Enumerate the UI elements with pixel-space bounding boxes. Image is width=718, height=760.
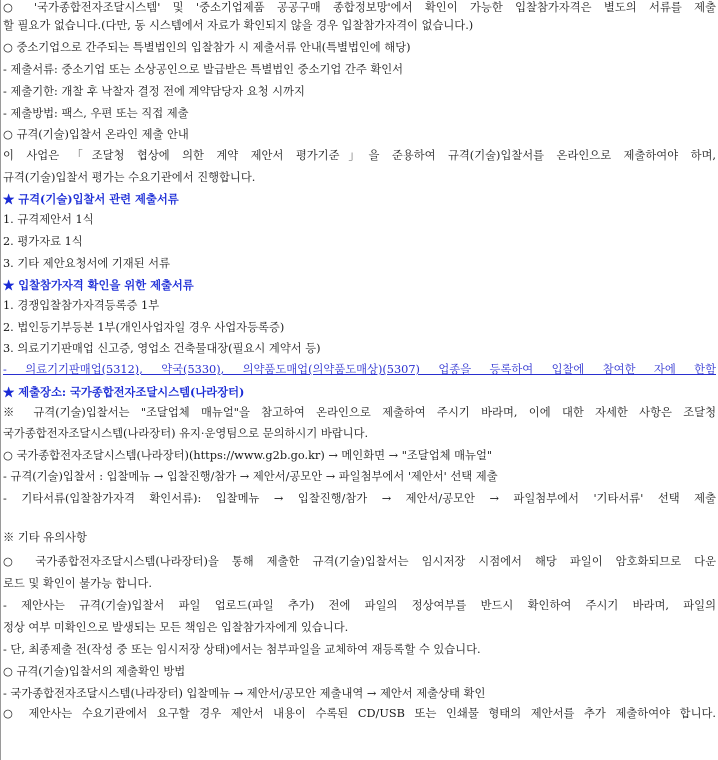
text-line: ○ 규격(기술)입찰서 온라인 제출 안내 bbox=[3, 128, 189, 141]
text-line: ※ 규격(기술)입찰서는 "조달업체 매뉴얼"을 참고하여 온라인으로 제출하여 주시기 바라며, 이에 대한 자세한 사항은 조달청 bbox=[3, 406, 716, 419]
text-line: ※ 기타 유의사항 bbox=[3, 531, 87, 544]
section-heading: ★ 입찰참가자격 확인을 위한 제출서류 bbox=[3, 278, 194, 292]
text-line: 2. 평가자료 1식 bbox=[3, 235, 83, 248]
text-line: 1. 규격제안서 1식 bbox=[3, 213, 94, 226]
text-line: 2. 법인등기부등본 1부(개인사업자일 경우 사업자등록증) bbox=[3, 321, 285, 334]
text-line: - 규격(기술)입찰서 : 입찰메뉴 → 입찰진행/참가 → 제안서/공모안 → 파일첨부에서 '제안서' 선택 제출 bbox=[3, 470, 498, 483]
text-line: - 단, 최종제출 전(작성 중 또는 임시저장 상태)에서는 첨부파일을 교체하여 재등록할 수 있습니다. bbox=[3, 643, 481, 656]
text-line: ○ 규격(기술)입찰서의 제출확인 방법 bbox=[3, 665, 186, 678]
text-line: - 제안사는 규격(기술)입찰서 파일 업로드(파일 추가) 전에 파일의 정상여부를 반드시 확인하여 주시기 바라며, 파일의 bbox=[3, 599, 716, 612]
business-type-link[interactable]: - 의료기기판매업(5312), 약국(5330), 의약품도매업(의약품도매상)(5307) 업종을 등록하여 입찰에 참여한 자에 한함 bbox=[3, 363, 716, 376]
text-line: 로드 및 확인이 불가능 합니다. bbox=[3, 577, 152, 590]
text-line: 할 필요가 없습니다.(다만, 동 시스템에서 자료가 확인되지 않을 경우 입찰참가자격이 없습니다.) bbox=[3, 19, 474, 32]
text-line: 3. 기타 제안요청서에 기재된 서류 bbox=[3, 257, 171, 270]
text-line: - 제출방법: 팩스, 우편 또는 직접 제출 bbox=[3, 107, 189, 120]
text-line: ○ 국가종합전자조달시스템(나라장터)(https://www.g2b.go.kr) → 메인화면 → "조달업체 매뉴얼" bbox=[3, 449, 493, 462]
text-line: 3. 의료기기판매업 신고증, 영업소 건축물대장(필요시 계약서 등) bbox=[3, 342, 321, 355]
text-line: ○ '국가종합전자조달시스템' 및 '중소기업제품 공공구매 종합정보망'에서 확인이 가능한 입찰참가자격은 별도의 서류를 제출 bbox=[3, 1, 716, 14]
text-line: ○ 제안사는 수요기관에서 요구할 경우 제안서 내용이 수록된 CD/USB 또는 인쇄물 형태의 제안서를 추가 제출하여야 합니다. bbox=[3, 707, 716, 720]
text-line: ○ 국가종합전자조달시스템(나라장터)을 통해 제출한 규격(기술)입찰서는 임시저장 시점에서 해당 파일이 암호화되므로 다운 bbox=[3, 555, 716, 568]
text-line: 국가종합전자조달시스템(나라장터) 유지·운영팀으로 문의하시기 바랍니다. bbox=[3, 427, 369, 440]
section-heading: ★ 제출장소: 국가종합전자조달시스템(나라장터) bbox=[3, 385, 245, 399]
text-line: ○ 중소기업으로 간주되는 특별법인의 입찰참가 시 제출서류 안내(특별법인에 해당) bbox=[3, 41, 411, 54]
text-line: - 제출기한: 개찰 후 낙찰자 결정 전에 계약담당자 요청 시까지 bbox=[3, 85, 305, 98]
text-line: - 제출서류: 중소기업 또는 소상공인으로 발급받은 특별법인 중소기업 간주 확인서 bbox=[3, 63, 404, 76]
text-line: 규격(기술)입찰서 평가는 수요기관에서 진행합니다. bbox=[3, 171, 256, 184]
text-line: 1. 경쟁입찰참가자격등록증 1부 bbox=[3, 299, 160, 312]
section-heading: ★ 규격(기술)입찰서 관련 제출서류 bbox=[3, 192, 179, 206]
text-line: - 국가종합전자조달시스템(나라장터) 입찰메뉴 → 제안서/공모안 제출내역 → 제안서 제출상태 확인 bbox=[3, 687, 486, 700]
text-line: 정상 여부 미확인으로 발생되는 모든 책임은 입찰참가자에게 있습니다. bbox=[3, 621, 349, 634]
text-line: 이 사업은 「조달청 협상에 의한 계약 제안서 평가기준」을 준용하여 규격(기술)입찰서를 온라인으로 제출하여야 하며, bbox=[3, 149, 716, 162]
text-line: - 기타서류(입찰참가자격 확인서류): 입찰메뉴 → 입찰진행/참가 → 제안서/공모안 → 파일첨부에서 '기타서류' 선택 제출 bbox=[3, 492, 716, 505]
